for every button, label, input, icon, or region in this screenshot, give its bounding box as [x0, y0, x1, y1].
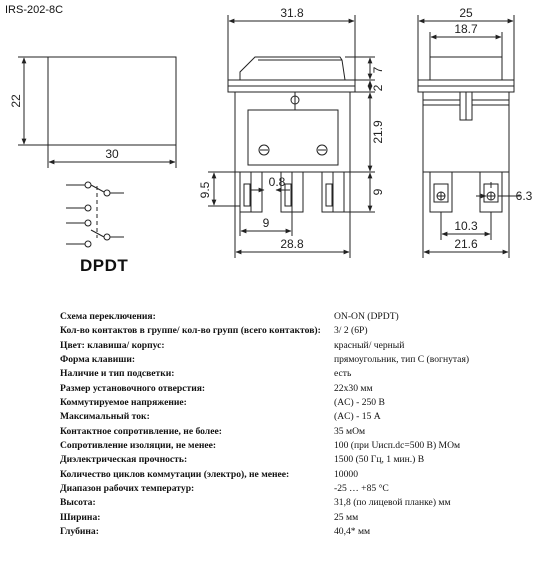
dpdt-label: DPDT — [80, 256, 129, 275]
spec-label: Контактное сопротивление, не более: — [60, 425, 222, 437]
spec-value: 25 мм — [334, 511, 359, 523]
spec-row — [60, 396, 500, 410]
spec-row — [60, 367, 500, 381]
front-view — [208, 15, 375, 258]
spec-label: Максимальный ток: — [60, 411, 150, 423]
dim-cutout-height: 22 — [9, 94, 23, 108]
spec-value: 40,4* мм — [334, 526, 371, 538]
panel-cutout — [18, 57, 176, 168]
dim-pin-thick: 0.8 — [268, 175, 286, 189]
spec-value: 31,8 (по лицевой планке) мм — [334, 497, 451, 509]
spec-label: Высота: — [60, 497, 96, 509]
spec-label: Кол-во контактов в группе/ кол-во групп (всего контактов): — [60, 325, 321, 337]
spec-value: 1500 (50 Гц, 1 мин.) В — [334, 454, 425, 466]
dim-front-pins: 9 — [371, 188, 385, 196]
dim-front-h2: 2 — [371, 84, 385, 92]
spec-row — [60, 324, 500, 338]
spec-value: красный/ черный — [334, 339, 405, 351]
dim-side-inner: 18.7 — [454, 22, 478, 36]
dpdt-schematic — [66, 182, 124, 247]
spec-row — [60, 310, 500, 324]
spec-label: Ширина: — [60, 511, 101, 523]
spec-row — [60, 353, 500, 367]
spec-value: (AC) - 250 В — [334, 397, 385, 409]
spec-row — [60, 482, 500, 496]
spec-row — [60, 339, 500, 353]
spec-value: 35 мОм — [334, 425, 366, 437]
spec-value: 10000 — [334, 468, 358, 480]
spec-label: Количество циклов коммутации (электро), не менее: — [60, 468, 290, 480]
spec-value: прямоугольник, тип C (вогнутая) — [334, 354, 470, 366]
spec-label: Схема переключения: — [60, 311, 156, 322]
dim-side-pin: 6.3 — [515, 189, 533, 203]
spec-value: 22x30 мм — [334, 382, 373, 394]
dim-front-width: 31.8 — [280, 6, 304, 20]
spec-value: ON-ON (DPDT) — [334, 311, 399, 322]
dim-side-pitch: 10.3 — [454, 219, 478, 233]
spec-label: Диэлектрическая прочность: — [60, 454, 188, 466]
spec-label: Сопротивление изоляции, не менее: — [60, 440, 217, 452]
spec-value: 100 (при Uисп.dc=500 В) МОм — [334, 440, 461, 452]
spec-row — [60, 410, 500, 424]
spec-row — [60, 496, 500, 510]
spec-row — [60, 439, 500, 453]
spec-label: Коммутируемое напряжение: — [60, 397, 187, 409]
spec-row — [60, 525, 500, 539]
spec-value: есть — [334, 368, 352, 380]
spec-row — [60, 425, 500, 439]
dim-front-h1: 7 — [371, 66, 385, 74]
spec-value: (AC) - 15 А — [334, 411, 381, 423]
dim-pin-pitch: 9 — [262, 216, 270, 230]
dim-side-width: 25 — [459, 6, 473, 20]
spec-label: Цвет: клавиша/ корпус: — [60, 339, 165, 351]
dim-front-body: 21.9 — [371, 120, 385, 144]
spec-value: 3/ 2 (6P) — [334, 325, 368, 337]
spec-label: Глубина: — [60, 526, 99, 538]
dim-base-width: 28.8 — [280, 237, 304, 251]
spec-label: Наличие и тип подсветки: — [60, 368, 175, 380]
page-title: IRS-202-8C — [5, 4, 64, 16]
dim-side-base: 21.6 — [454, 237, 478, 251]
spec-row — [60, 511, 500, 525]
specs-table — [60, 310, 500, 540]
spec-value: -25 … +85 °C — [334, 483, 389, 495]
spec-label: Форма клавиши: — [60, 354, 136, 366]
spec-row — [60, 382, 500, 396]
dim-cutout-width: 30 — [105, 147, 119, 161]
spec-label: Размер установочного отверстия: — [60, 382, 206, 394]
spec-row — [60, 468, 500, 482]
spec-row — [60, 453, 500, 467]
dim-pin-gap: 9.5 — [198, 181, 212, 199]
spec-label: Диапазон рабочих температур: — [60, 483, 195, 495]
